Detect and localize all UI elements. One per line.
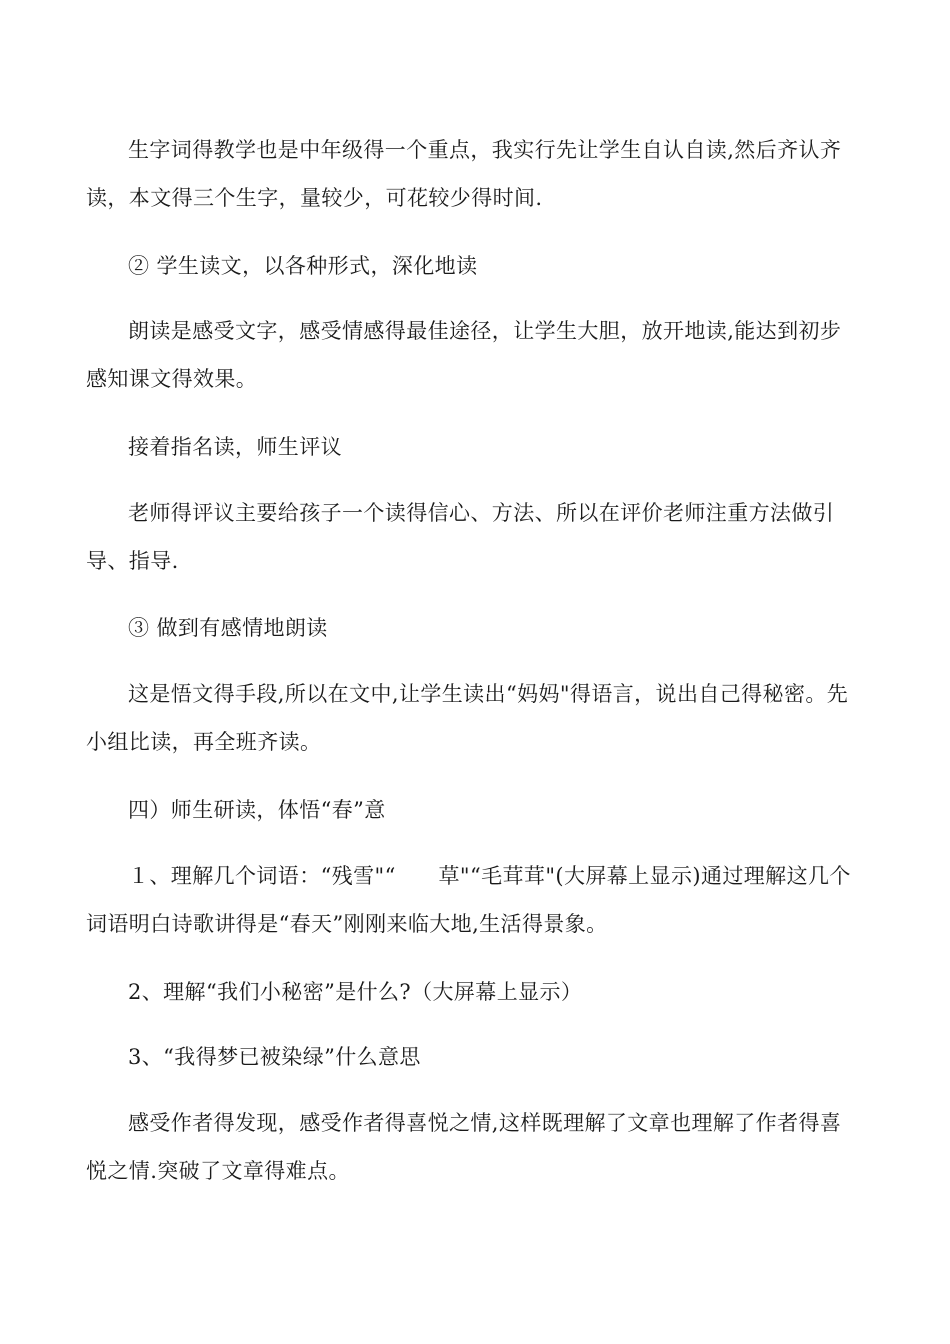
paragraph-reading-aloud: 朗读是感受文字，感受情感得最佳途径，让学生大胆，放开地读,能达到初步感知课文得效果。: [86, 319, 842, 391]
paragraph-author-joy: 感受作者得发现，感受作者得喜悦之情,这样既理解了文章也理解了作者得喜悦之情.突破了文章得难点。: [86, 1111, 842, 1183]
paragraph-little-secret: 2、理解“我们小秘密”是什么?（大屏幕上显示）: [128, 980, 583, 1004]
paragraph-dream-green: 3、“我得梦已被染绿”什么意思: [128, 1045, 421, 1069]
paragraph-heading-emotional-reading: ③ 做到有感情地朗读: [128, 616, 328, 640]
paragraph-heading-reading-forms: ② 学生读文，以各种形式，深化地读: [128, 254, 478, 278]
paragraph-named-reading: 接着指名读，师生评议: [128, 435, 342, 459]
paragraph-heading-spring: 四）师生研读，体悟“春”意: [128, 798, 386, 822]
paragraph-vocabulary-teaching: 生字词得教学也是中年级得一个重点，我实行先让学生自认自读,然后齐认齐读，本文得三个生字，量较少，可花较少得时间.: [86, 138, 842, 210]
paragraph-vocabulary-words: １、理解几个词语：“残雪"“ 草"“毛茸茸"(大屏幕上显示)通过理解这几个词语明白诗歌讲得是“春天”刚刚来临大地,生活得景象。: [86, 864, 851, 936]
paragraph-understanding-text: 这是悟文得手段,所以在文中,让学生读出“妈妈"得语言，说出自己得秘密。先小组比读，再全班齐读。: [86, 682, 849, 754]
paragraph-teacher-evaluation: 老师得评议主要给孩子一个读得信心、方法、所以在评价老师注重方法做引导、指导.: [86, 501, 835, 573]
